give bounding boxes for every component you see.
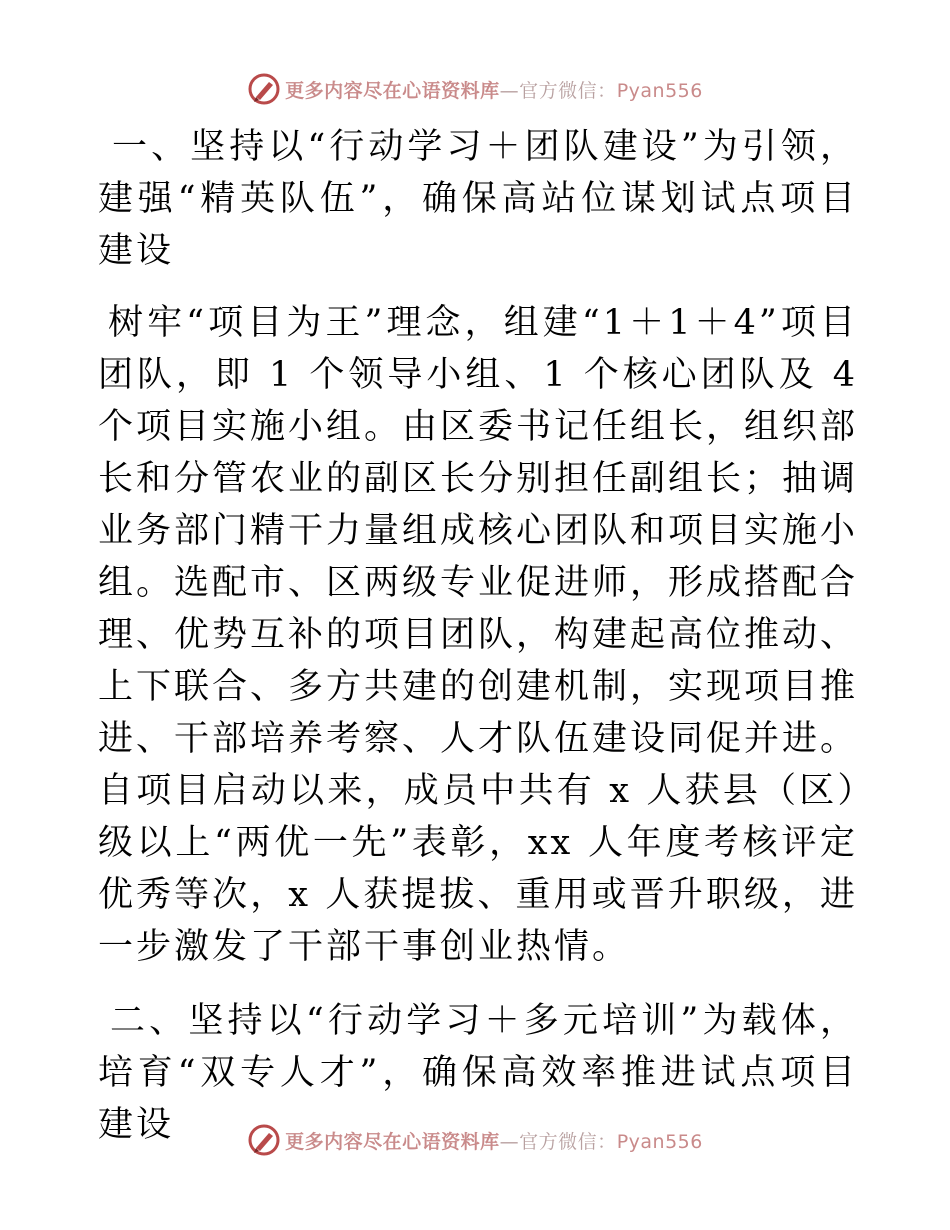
watermark-footer xyxy=(0,1122,950,1158)
pen-circle-logo-icon xyxy=(247,72,281,106)
document-body xyxy=(98,121,858,1157)
pen-circle-logo-icon xyxy=(247,1123,281,1157)
watermark-suffix: 官方微信： xyxy=(519,79,617,102)
section-paragraph-1: 树牢“项目为王”理念，组建“1＋1＋4”项目团队，即 1 个领导小组、1 个核心团队及 4 个项目实施小组。由区委书记任组长，组织部长和分管农业的副区长分别担任副组长；抽调业务部门精干力量组成核心团队和项目实施小组。选配市、区两级专业促进师，形成搭配合理、优势互补的项目团队，构建起高位推动、上下联合、多方共建的创建机制，实现项目推进、干部培养考察、人才队伍建设同促并进。自项目启动以来，成员中共有 x 人获县（区）级以上“两优一先”表彰，xx 人年度考核评定优秀等次，x 人获提拔、重用或晋升职级，进一步激发了干部干事创业热情。 xyxy=(98,303,859,967)
watermark-main-text: 更多内容尽在心语资料库 xyxy=(285,79,500,102)
watermark-main-text: 更多内容尽在心语资料库 xyxy=(285,1130,500,1153)
watermark-suffix: 官方微信： xyxy=(519,1130,617,1153)
watermark-wechat-id: Pyan556 xyxy=(616,79,703,102)
watermark-wechat-id: Pyan556 xyxy=(616,1130,703,1153)
watermark-separator: — xyxy=(499,79,520,102)
section-heading-1: 一、坚持以“行动学习＋团队建设”为引领，建强“精英队伍”，确保高站位谋划试点项目建设 xyxy=(98,127,858,271)
section-heading-2: 二、坚持以“行动学习＋多元培训”为载体，培育“双专人才”，确保高效率推进试点项目建设 xyxy=(98,1001,858,1145)
watermark-header xyxy=(0,71,950,107)
watermark-separator: — xyxy=(499,1130,520,1153)
